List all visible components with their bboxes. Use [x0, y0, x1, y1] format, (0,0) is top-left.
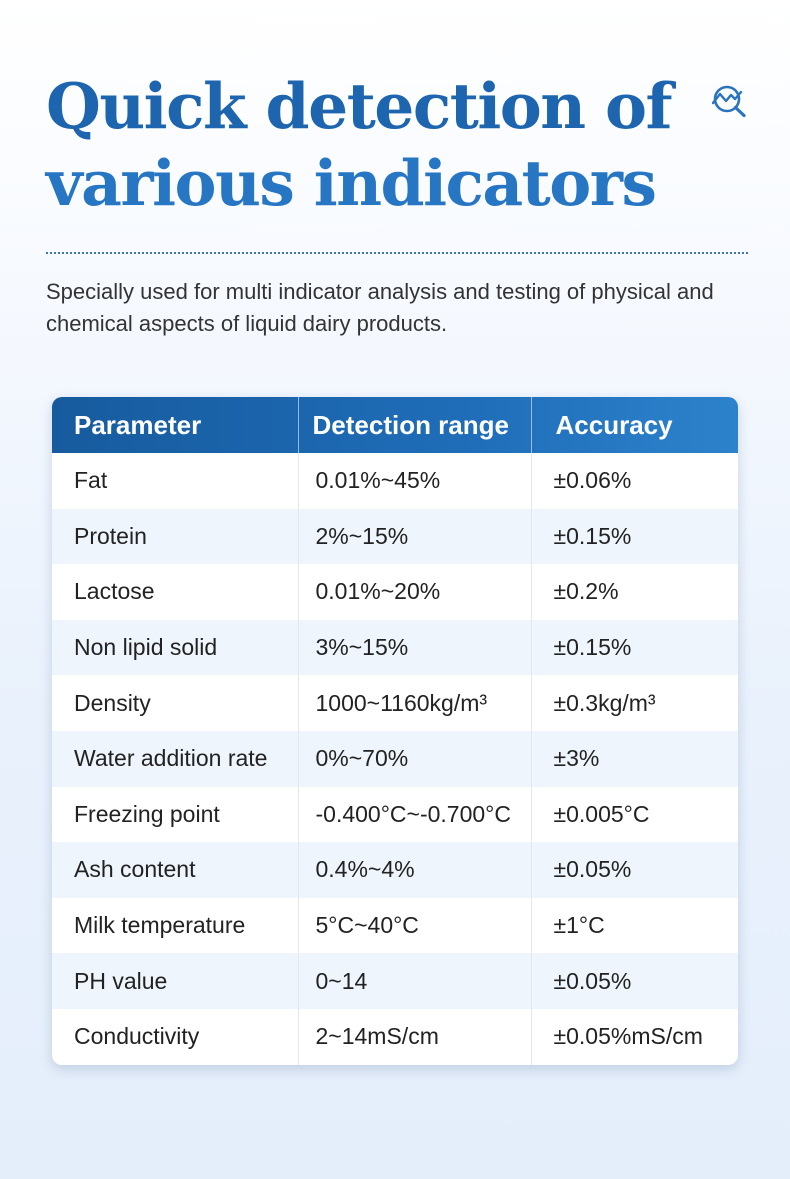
column-header-parameter: Parameter	[52, 397, 298, 453]
indicator-table	[52, 397, 738, 1065]
cell-accuracy: ±0.005°C	[553, 800, 650, 827]
subtitle: Specially used for multi indicator analysis and testing of physical and chemical aspects of liquid dairy products.	[46, 279, 714, 336]
cell-accuracy: ±0.2%	[553, 578, 619, 605]
title-line-2: various indicators	[46, 146, 656, 220]
cell-parameter: Fat	[52, 453, 298, 509]
cell-parameter: Conductivity	[52, 1009, 298, 1065]
cell-range: 0~14	[298, 953, 531, 1009]
cell-accuracy: ±3%	[553, 745, 600, 772]
cell-range: 2%~15%	[298, 509, 531, 565]
chart-magnifier-icon	[712, 84, 748, 118]
table-row	[52, 787, 738, 843]
cell-accuracy: ±0.06%	[553, 467, 632, 494]
table-row	[52, 731, 738, 787]
indicator-table-card	[52, 397, 738, 1065]
column-header-detection-range: Detection range	[298, 397, 531, 453]
table-row	[52, 675, 738, 731]
cell-parameter: Protein	[52, 509, 298, 565]
cell-parameter: PH value	[52, 953, 298, 1009]
table-row	[52, 620, 738, 676]
table-row	[52, 842, 738, 898]
cell-range: 3%~15%	[298, 620, 531, 676]
cell-parameter: Water addition rate	[52, 731, 298, 787]
cell-parameter: Density	[52, 675, 298, 731]
cell-range: 0%~70%	[298, 731, 531, 787]
cell-parameter: Freezing point	[52, 787, 298, 843]
cell-accuracy: ±1°C	[553, 912, 605, 939]
page-title	[46, 68, 696, 222]
cell-parameter: Milk temperature	[52, 898, 298, 954]
cell-parameter: Lactose	[52, 564, 298, 620]
cell-parameter: Non lipid solid	[52, 620, 298, 676]
cell-accuracy: ±0.3kg/m³	[553, 689, 656, 716]
cell-range: 5°C~40°C	[298, 898, 531, 954]
table-row	[52, 509, 738, 565]
cell-accuracy: ±0.15%	[553, 522, 632, 549]
cell-range: 1000~1160kg/m³	[298, 675, 531, 731]
table-row	[52, 453, 738, 509]
table-row	[52, 898, 738, 954]
table-row	[52, 564, 738, 620]
table-row	[52, 953, 738, 1009]
cell-range: 2~14mS/cm	[298, 1009, 531, 1065]
cell-range: 0.01%~45%	[298, 453, 531, 509]
cell-range: 0.4%~4%	[298, 842, 531, 898]
cell-range: -0.400°C~-0.700°C	[298, 787, 531, 843]
cell-accuracy: ±0.05%mS/cm	[553, 1023, 703, 1050]
cell-accuracy: ±0.05%	[553, 967, 632, 994]
cell-parameter: Ash content	[52, 842, 298, 898]
dotted-divider	[46, 252, 748, 254]
cell-range: 0.01%~20%	[298, 564, 531, 620]
table-header-row	[52, 397, 738, 453]
column-header-accuracy: Accuracy	[555, 409, 673, 440]
table-row	[52, 1009, 738, 1065]
cell-accuracy: ±0.05%	[553, 856, 632, 883]
title-line-1: Quick detection of	[46, 69, 672, 143]
cell-accuracy: ±0.15%	[553, 634, 632, 661]
